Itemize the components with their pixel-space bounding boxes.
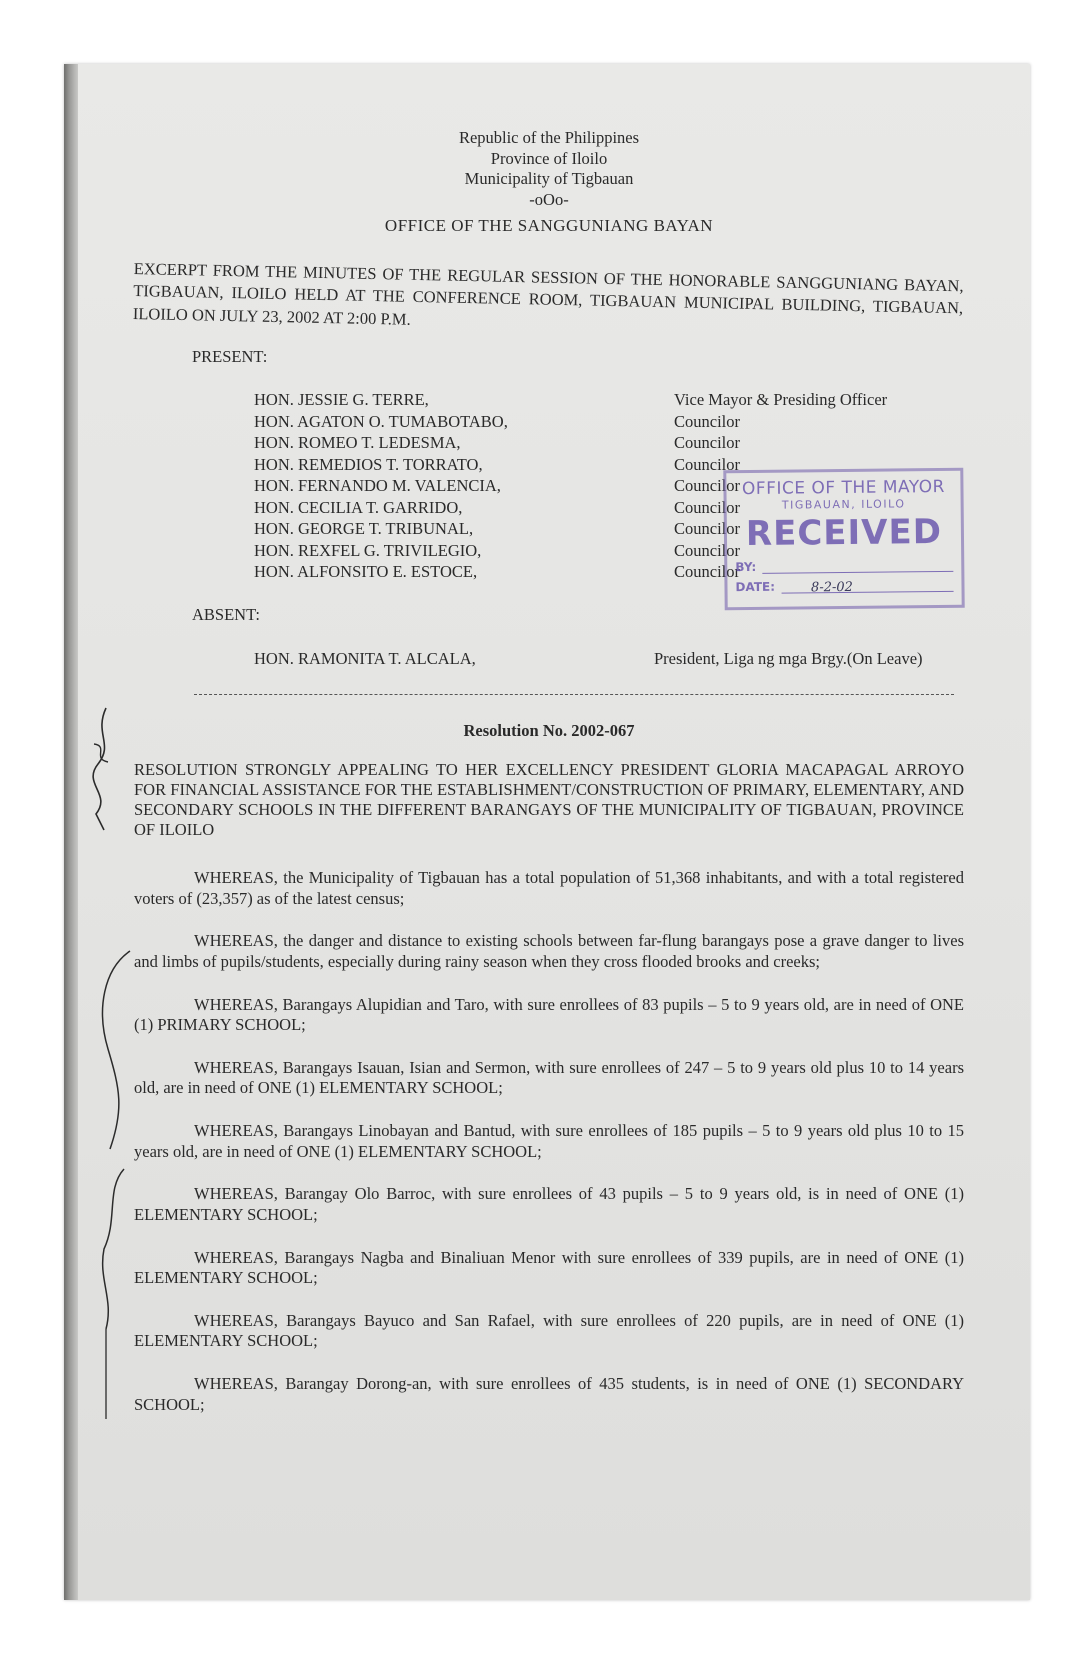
whereas-clause: WHEREAS, Barangays Nagba and Binaliuan Menor with sure enrollees of 339 pupils, are in need of ONE (1) ELEMENTARY SCHOOL; — [134, 1247, 964, 1288]
document-page — [64, 64, 1030, 1600]
member-role: President, Liga ng mga Brgy.(On Leave) — [654, 649, 923, 669]
whereas-clause: WHEREAS, the danger and distance to existing schools between far-flung barangays pose a grave danger to lives and limbs of pupils/students, especially during rainy season when they cross flooded brooks and creeks; — [134, 931, 964, 971]
whereas-clause: WHEREAS, Barangay Olo Barroc, with sure enrollees of 43 pupils – 5 to 9 years old, is in need of ONE (1) ELEMENTARY SCHOOL; — [134, 1184, 964, 1224]
member-role: Councilor — [674, 433, 740, 453]
document-header — [134, 128, 964, 236]
received-stamp — [723, 468, 964, 611]
member-name: HON. CECILIA T. GARRIDO, — [254, 497, 463, 517]
municipality-line: Municipality of Tigbauan — [464, 169, 634, 189]
member-row — [254, 432, 974, 454]
member-name: HON. FERNANDO M. VALENCIA, — [254, 476, 501, 496]
minutes-excerpt: EXCERPT FROM THE MINUTES OF THE REGULAR SESSION OF THE HONORABLE SANGGUNIANG BAYAN, TIGBAUAN, ILOILO HELD AT THE CONFERENCE ROOM, TIGBAUAN MUNICIPAL BUILDING, TIGBAUAN, ILOILO ON JULY 23, 2002 AT 2:00 P.M. — [132, 258, 964, 329]
margin-signature-1 — [84, 704, 124, 834]
whereas-clauses — [134, 868, 964, 1415]
member-role: Councilor — [674, 411, 740, 431]
absent-label: ABSENT: — [192, 604, 260, 624]
resolution-title: RESOLUTION STRONGLY APPEALING TO HER EXCELLENCY PRESIDENT GLORIA MACAPAGAL ARROYO FOR FINANCIAL ASSISTANCE FOR THE ESTABLISHMENT/CONSTRUCTION OF PRIMARY, ELEMENTARY, AND SECONDARY SCHOOLS IN THE DIFFERENT BARANGAYS OF THE MUNICIPALITY OF TIGBAUAN, PROVINCE OF ILOILO — [134, 759, 964, 839]
member-role: Councilor — [674, 476, 740, 496]
stamp-by-field — [735, 558, 953, 574]
stamp-place: TIGBAUAN, ILOILO — [781, 497, 906, 512]
stamp-office: OFFICE OF THE MAYOR — [741, 476, 946, 500]
member-role: Vice Mayor & Presiding Officer — [674, 390, 888, 410]
member-role: Councilor — [674, 540, 740, 560]
member-role: Councilor — [674, 519, 740, 539]
header-separator: -oOo- — [529, 189, 569, 209]
stamp-date-value: 8-2-02 — [781, 579, 954, 594]
dashed-divider — [194, 694, 954, 695]
member-row — [254, 389, 974, 411]
member-role: Councilor — [674, 497, 740, 517]
member-name: HON. GEORGE T. TRIBUNAL, — [254, 519, 474, 539]
member-name: HON. ALFONSITO E. ESTOCE, — [254, 562, 478, 582]
country-line: Republic of the Philippines — [458, 128, 640, 147]
member-name: HON. ROMEO T. LEDESMA, — [254, 433, 461, 453]
stamp-date-label: DATE: — [735, 579, 776, 595]
present-label: PRESENT: — [192, 346, 268, 366]
member-name: HON. AGATON O. TUMABOTABO, — [254, 411, 508, 431]
margin-signature-2 — [94, 949, 134, 1429]
absent-row — [254, 649, 974, 670]
whereas-clause: WHEREAS, Barangays Linobayan and Bantud, with sure enrollees of 185 pupils – 5 to 9 years old plus 10 to 15 years old, are in need of ONE (1) ELEMENTARY SCHOOL; — [134, 1121, 964, 1161]
resolution-number: Resolution No. 2002-067 — [463, 720, 635, 740]
whereas-clause: WHEREAS, Barangays Alupidian and Taro, with sure enrollees of 83 pupils – 5 to 9 years old, are in need of ONE (1) PRIMARY SCHOOL; — [134, 994, 964, 1035]
stamp-date-field — [735, 578, 953, 594]
member-name: HON. JESSIE G. TERRE, — [254, 390, 429, 410]
stamp-by-label: BY: — [735, 559, 757, 575]
member-name: HON. REMEDIOS T. TORRATO, — [254, 454, 483, 474]
page-binding — [64, 64, 78, 1600]
whereas-clause: WHEREAS, Barangays Bayuco and San Rafael, with sure enrollees of 220 pupils, are in need of ONE (1) ELEMENTARY SCHOOL; — [134, 1310, 964, 1351]
whereas-clause: WHEREAS, Barangays Isauan, Isian and Sermon, with sure enrollees of 247 – 5 to 9 years old plus 10 to 14 years old, are in need of ONE (1) ELEMENTARY SCHOOL; — [134, 1057, 964, 1098]
stamp-by-line — [762, 559, 953, 574]
whereas-clause: WHEREAS, the Municipality of Tigbauan has a total population of 51,368 inhabitants, and with a total registered voters of (23,357) as of the latest census; — [134, 868, 964, 908]
whereas-clause: WHEREAS, Barangay Dorong-an, with sure enrollees of 435 students, is in need of ONE (1) SECONDARY SCHOOL; — [134, 1374, 964, 1414]
member-role: Councilor — [674, 454, 740, 474]
member-row — [254, 411, 974, 433]
member-role: Councilor — [674, 562, 740, 582]
member-name: HON. REXFEL G. TRIVILEGIO, — [254, 540, 482, 560]
office-title: OFFICE OF THE SANGGUNIANG BAYAN — [384, 215, 714, 235]
province-line: Province of Iloilo — [490, 148, 608, 168]
stamp-received: RECEIVED — [745, 511, 943, 555]
member-name: HON. RAMONITA T. ALCALA, — [254, 649, 476, 669]
